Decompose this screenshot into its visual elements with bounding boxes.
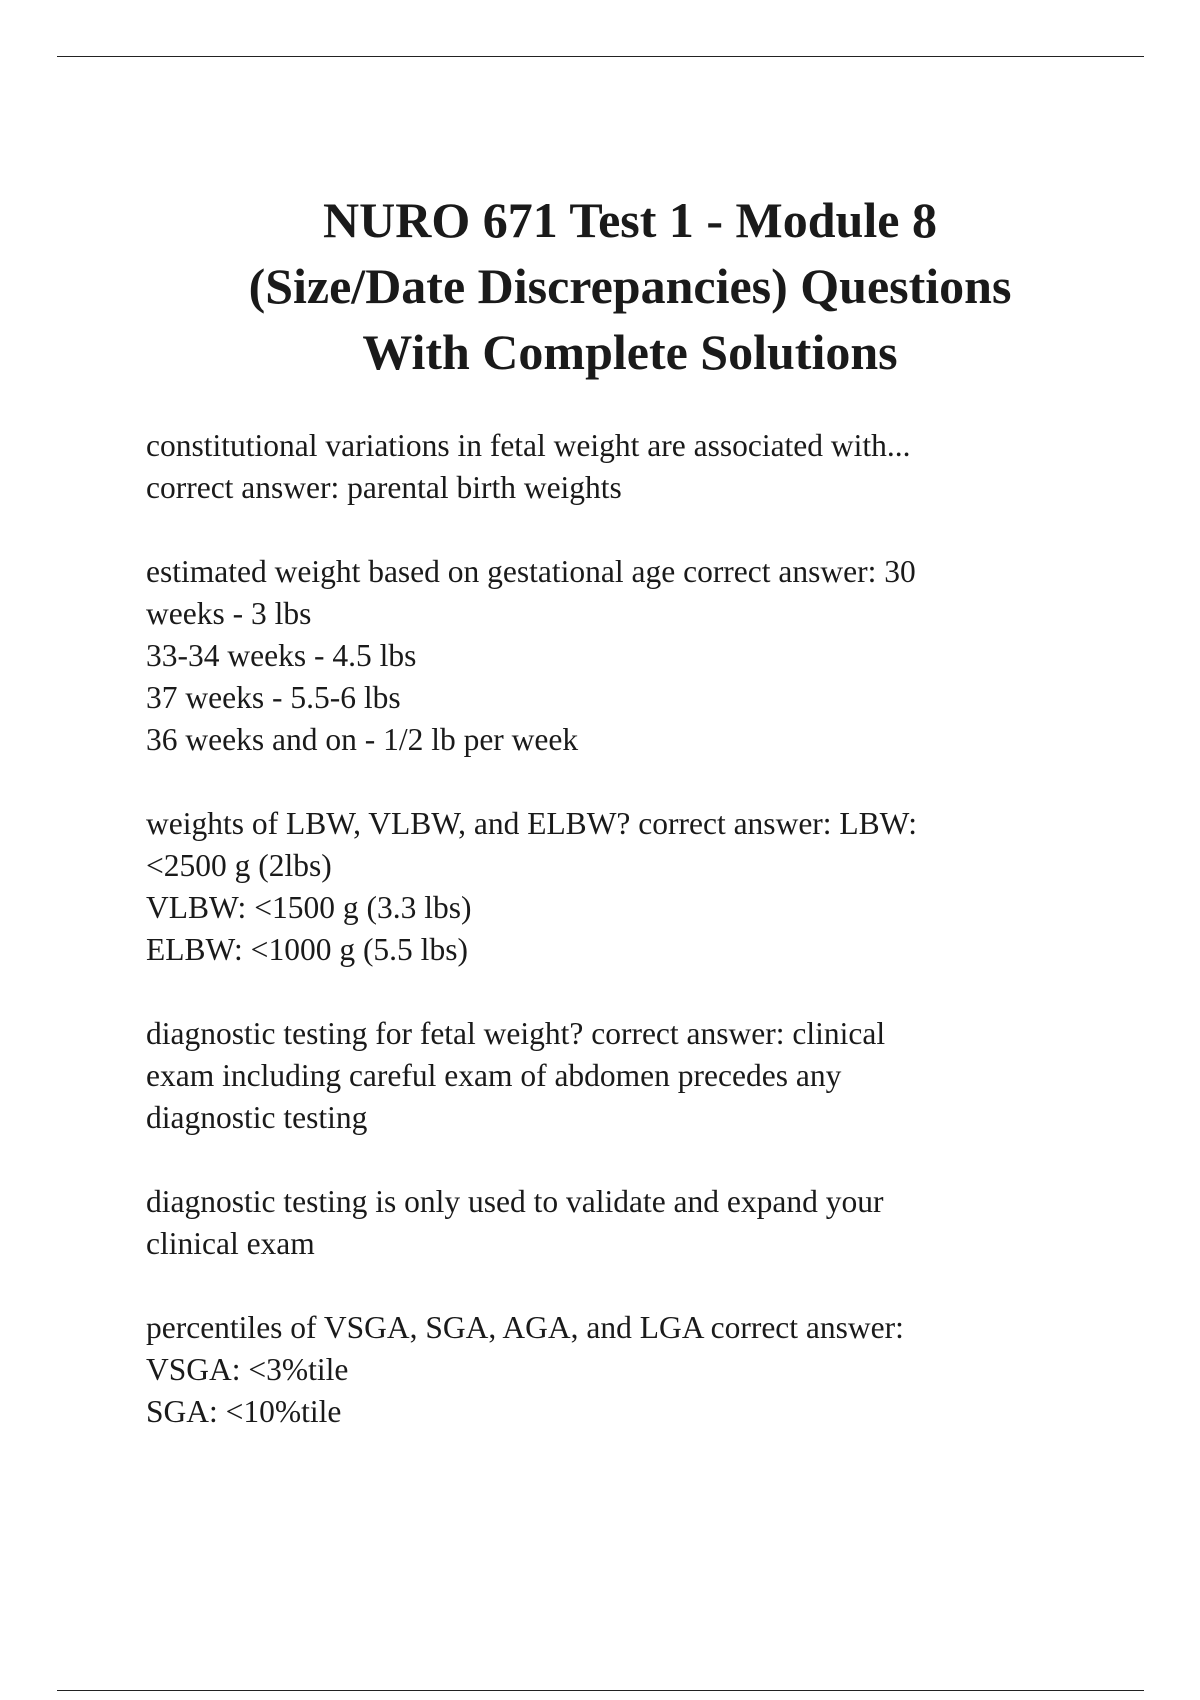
entry-line: correct answer: parental birth weights <box>146 470 622 505</box>
top-rule <box>57 56 1144 57</box>
title-line: (Size/Date Discrepancies) Questions <box>248 258 1012 314</box>
qa-entry <box>146 551 1146 761</box>
title-line: NURO 671 Test 1 - Module 8 <box>323 192 937 248</box>
document-body <box>146 425 1146 1475</box>
entry-line: 33-34 weeks - 4.5 lbs <box>146 638 417 673</box>
entry-line: ELBW: <1000 g (5.5 lbs) <box>146 932 468 967</box>
entry-line: exam including careful exam of abdomen precedes any <box>146 1058 842 1093</box>
entry-line: diagnostic testing is only used to validate and expand your <box>146 1184 884 1219</box>
entry-line: <2500 g (2lbs) <box>146 848 332 883</box>
qa-entry <box>146 803 1146 971</box>
entry-line: diagnostic testing for fetal weight? correct answer: clinical <box>146 1016 886 1051</box>
entry-line: SGA: <10%tile <box>146 1394 342 1429</box>
entry-line: estimated weight based on gestational age correct answer: 30 <box>146 554 916 589</box>
title-line: With Complete Solutions <box>362 324 898 380</box>
entry-line: diagnostic testing <box>146 1100 368 1135</box>
entry-line: weights of LBW, VLBW, and ELBW? correct answer: LBW: <box>146 806 917 841</box>
entry-line: VSGA: <3%tile <box>146 1352 349 1387</box>
qa-entry <box>146 1307 1146 1433</box>
entry-line: VLBW: <1500 g (3.3 lbs) <box>146 890 472 925</box>
entry-line: 37 weeks - 5.5-6 lbs <box>146 680 401 715</box>
entry-line: weeks - 3 lbs <box>146 596 312 631</box>
qa-entry <box>146 1013 1146 1139</box>
entry-line: 36 weeks and on - 1/2 lb per week <box>146 722 579 757</box>
bottom-rule <box>57 1690 1144 1691</box>
page-title <box>90 187 1170 385</box>
entry-line: clinical exam <box>146 1226 315 1261</box>
entry-line: constitutional variations in fetal weight are associated with... <box>146 428 911 463</box>
qa-entry <box>146 425 1146 509</box>
qa-entry <box>146 1181 1146 1265</box>
entry-line: percentiles of VSGA, SGA, AGA, and LGA correct answer: <box>146 1310 904 1345</box>
